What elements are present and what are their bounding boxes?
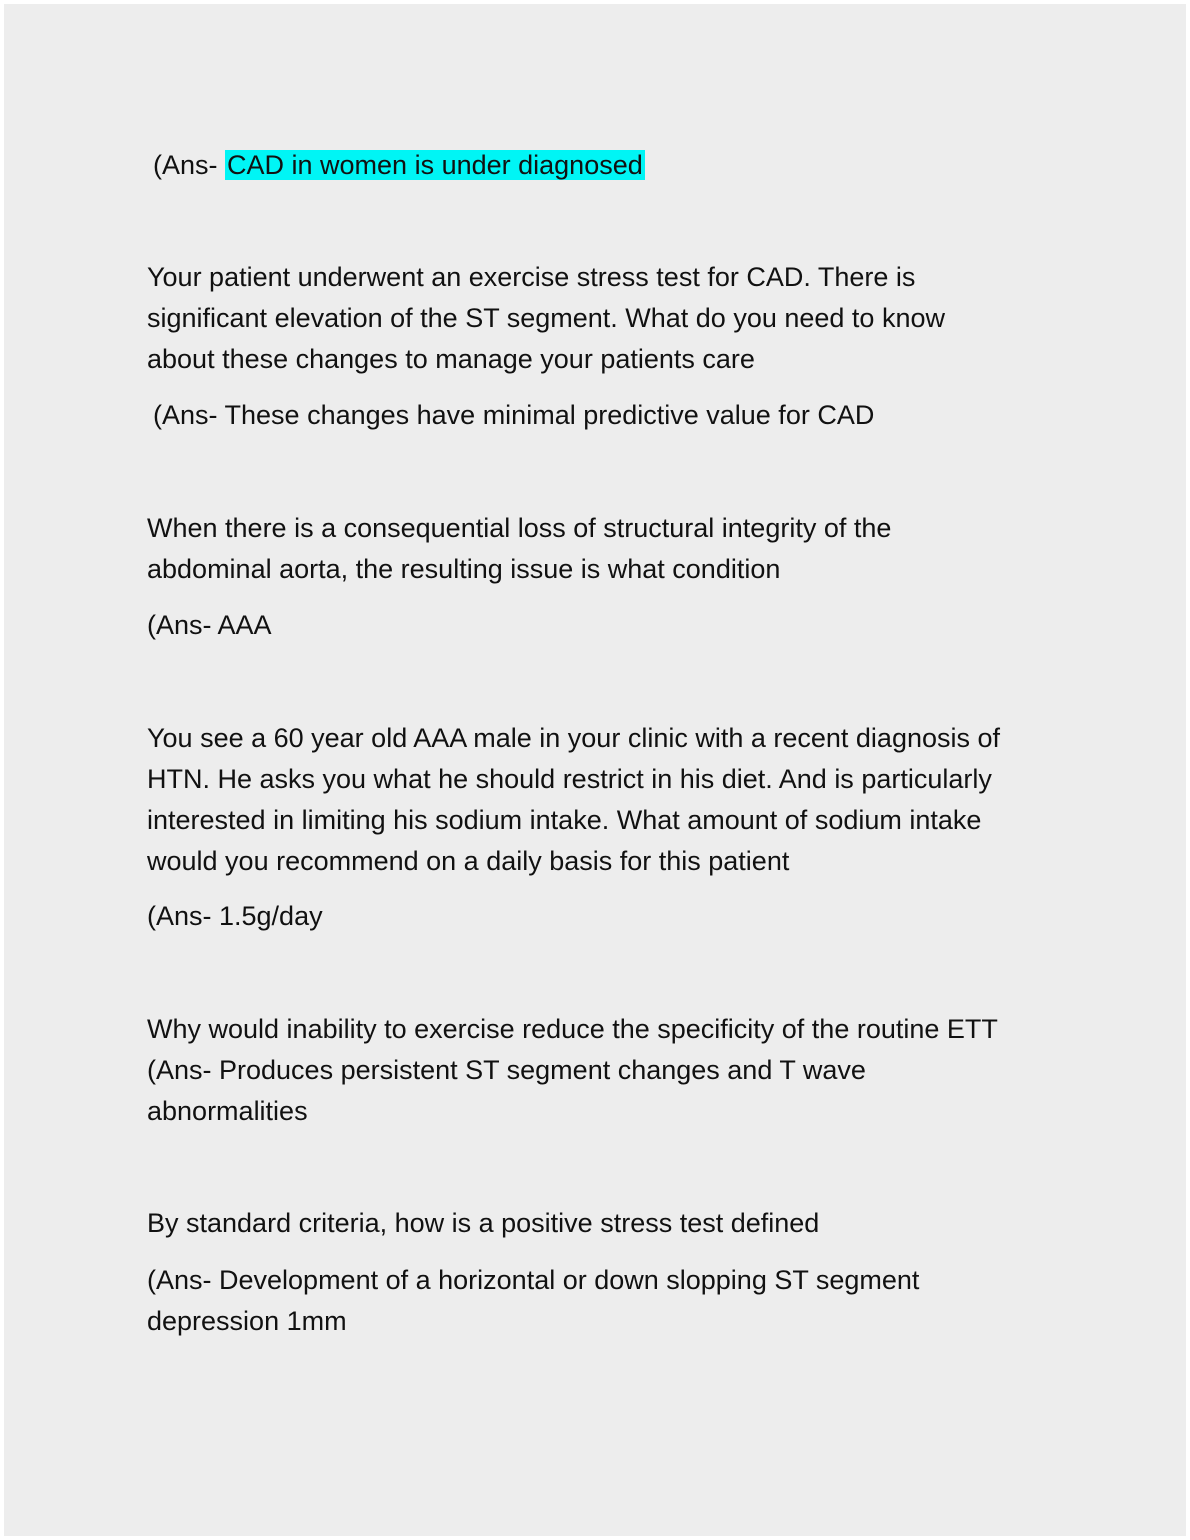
question-line: By standard criteria, how is a positive stress test defined: [147, 1208, 820, 1238]
question-line: Why would inability to exercise reduce the specificity of the routine ETT: [147, 1014, 998, 1044]
answer-line: (Ans- AAA: [147, 610, 272, 640]
answer-line: depression 1mm: [147, 1306, 347, 1336]
question-line: interested in limiting his sodium intake. What amount of sodium intake: [147, 805, 982, 835]
question-line: would you recommend on a daily basis for this patient: [147, 846, 790, 876]
highlighted-answer: CAD in women is under diagnosed: [227, 150, 643, 180]
question-line: abdominal aorta, the resulting issue is what condition: [147, 554, 781, 584]
answer-prefix: (Ans-: [153, 150, 226, 180]
document-page: [4, 4, 1186, 1536]
question-line: about these changes to manage your patients care: [147, 344, 755, 374]
question-line: Your patient underwent an exercise stress test for CAD. There is: [147, 262, 916, 292]
answer-line: (Ans- 1.5g/day: [147, 901, 323, 931]
answer-line: abnormalities: [147, 1096, 308, 1126]
question-line: You see a 60 year old AAA male in your clinic with a recent diagnosis of: [147, 723, 1001, 753]
question-line: HTN. He asks you what he should restrict in his diet. And is particularly: [147, 764, 992, 794]
question-line: significant elevation of the ST segment. What do you need to know: [147, 303, 945, 333]
answer-line: (Ans- Development of a horizontal or down slopping ST segment: [147, 1265, 920, 1295]
answer-line: (Ans- Produces persistent ST segment changes and T wave: [147, 1055, 866, 1085]
question-line: When there is a consequential loss of structural integrity of the: [147, 513, 892, 543]
answer-line: [153, 145, 645, 186]
answer-line: (Ans- These changes have minimal predictive value for CAD: [153, 400, 875, 430]
